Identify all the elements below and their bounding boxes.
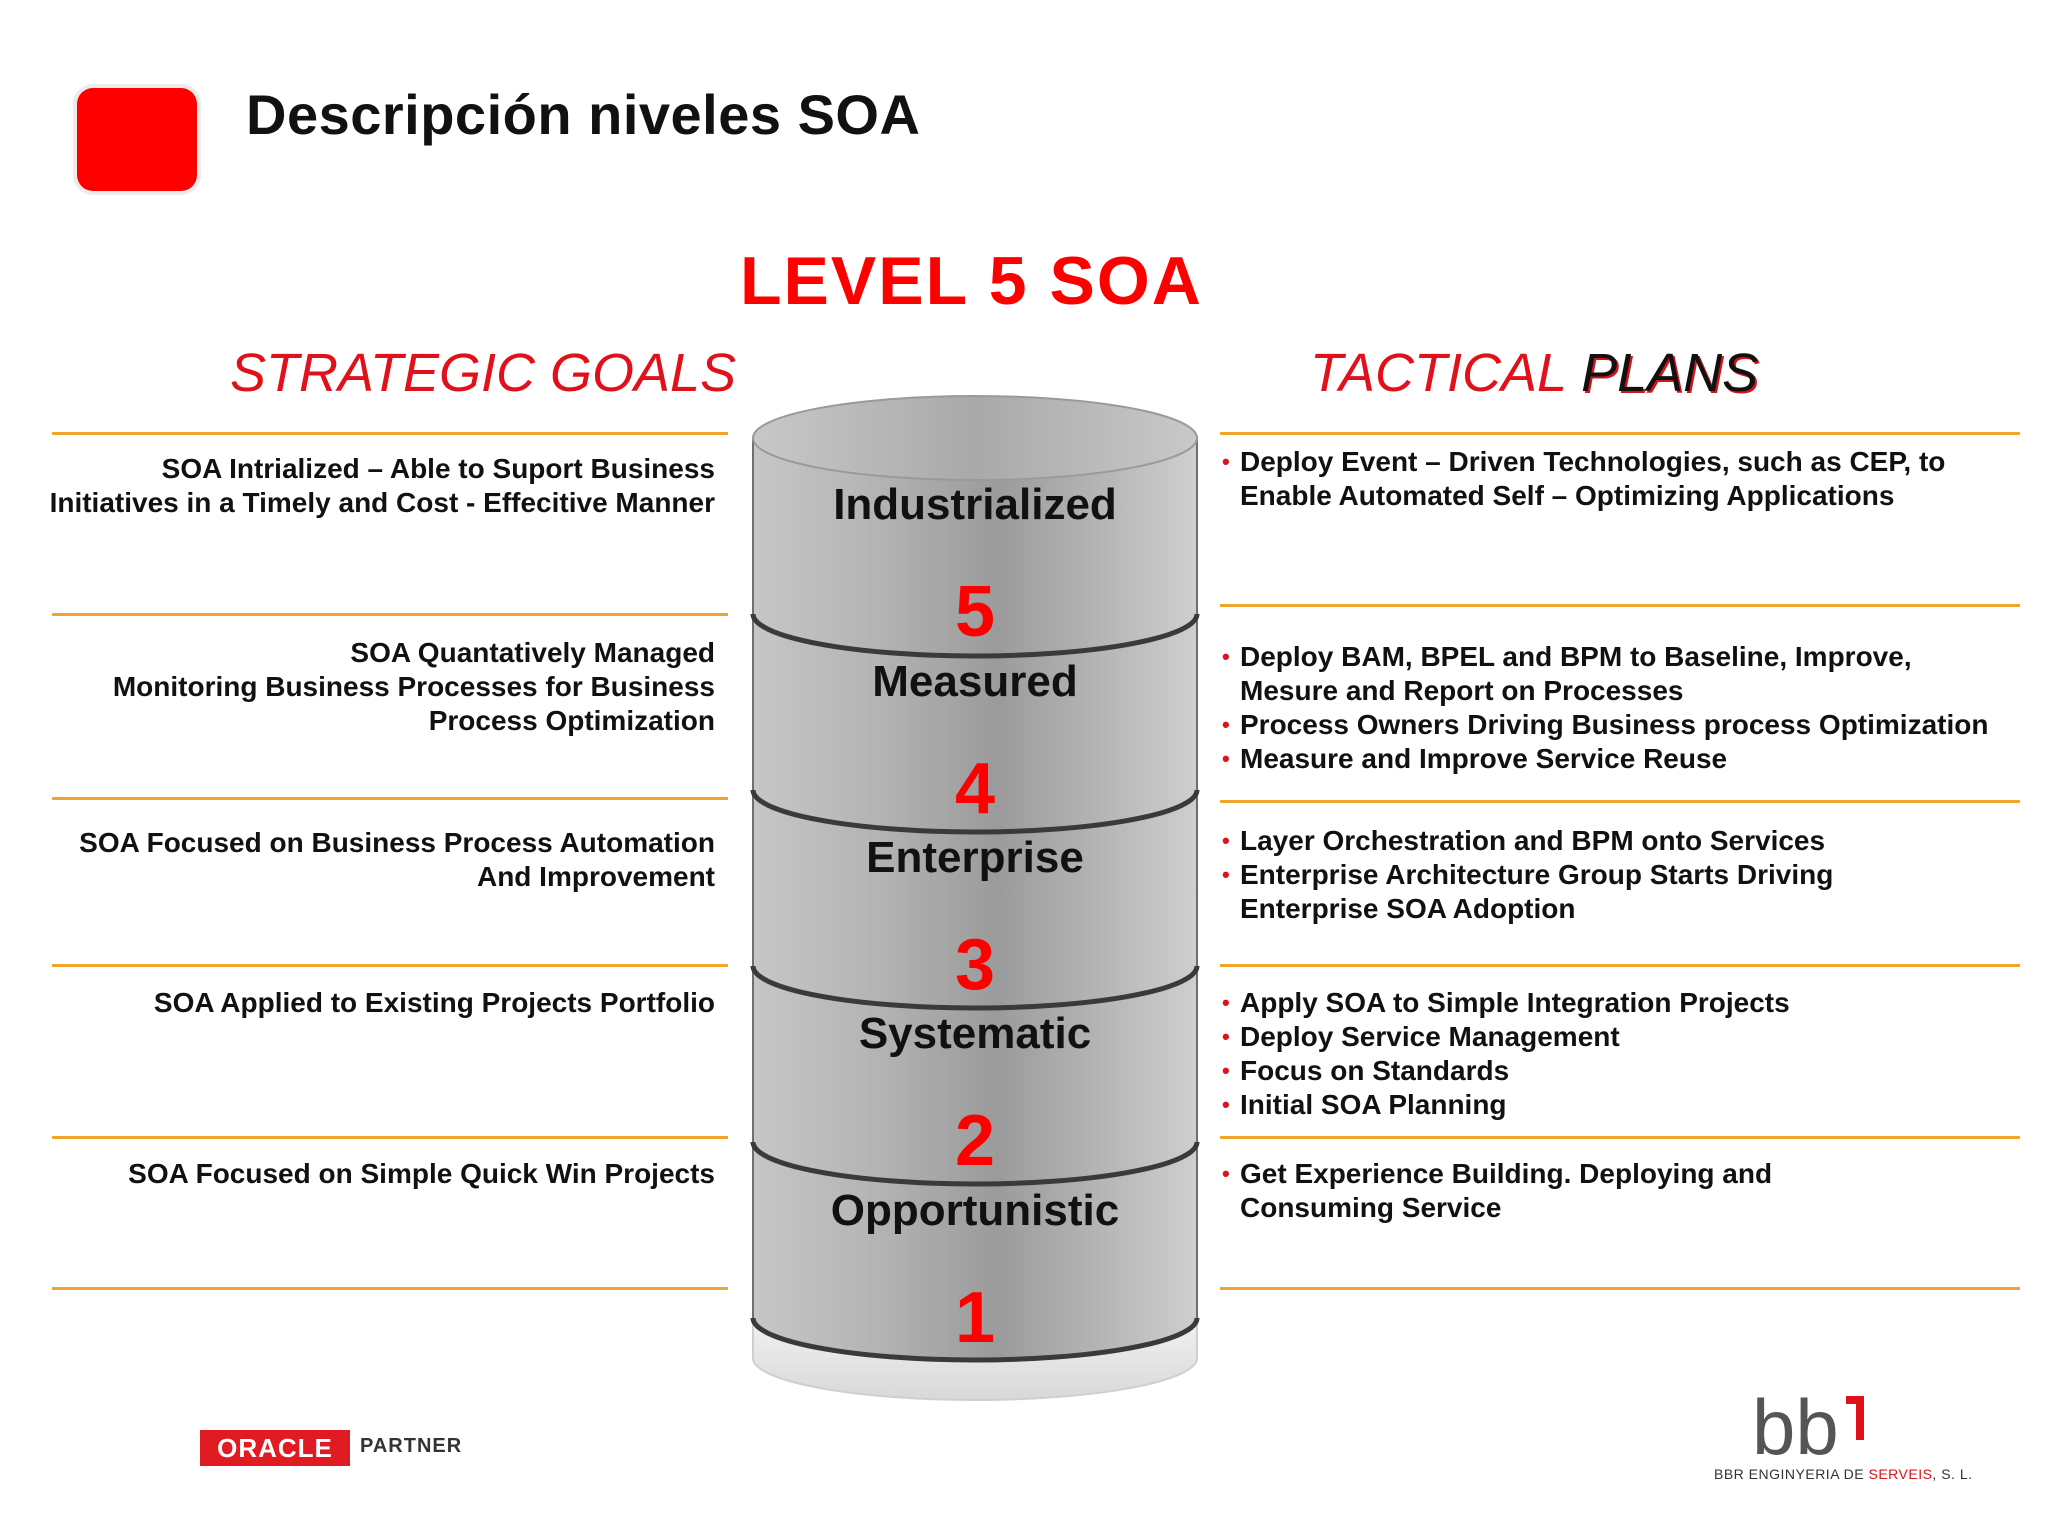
bullet-dot: •: [1222, 1024, 1230, 1049]
bullet-dot: •: [1222, 862, 1230, 887]
goals-divider-rule: [52, 1287, 728, 1290]
level-number-4: 4: [954, 749, 996, 829]
tactical-plans-heading-part2: PLANS: [1581, 343, 1759, 403]
tactical-plan-4: [1222, 640, 2022, 776]
level-number-2: 2: [954, 1101, 996, 1181]
tactical-plan-bullet: [1222, 824, 2022, 858]
tactical-plan-1: [1222, 1157, 2022, 1225]
tactical-plan-line: Initial SOA Planning: [1240, 1089, 1507, 1120]
strategic-goal-1: [30, 1157, 715, 1191]
level-name-1: Opportunistic: [830, 1186, 1120, 1235]
strategic-goal-line: SOA Focused on Simple Quick Win Projects: [128, 1158, 715, 1189]
diagram-title: LEVEL 5 SOA: [740, 243, 1203, 319]
level-name-4: Measured: [872, 657, 1078, 706]
tactical-plan-bullet: [1222, 1054, 2022, 1088]
tactical-plan-bullet: [1222, 1157, 2022, 1225]
bbr-company-name: [1714, 1466, 1973, 1482]
tactical-plan-line: Focus on Standards: [1240, 1055, 1510, 1086]
cylinder-top-cap: [753, 396, 1197, 480]
tactical-plans-heading-part1: TACTICAL: [1310, 343, 1582, 403]
strategic-goal-4: [30, 636, 715, 738]
bullet-dot: •: [1222, 746, 1230, 771]
tactical-plan-bullet: [1222, 708, 2022, 742]
tactical-plan-line: Enterprise SOA Adoption: [1240, 893, 1576, 924]
goals-divider-rule: [52, 797, 728, 800]
plans-divider-rule: [1220, 432, 2020, 435]
tactical-plan-text: [1240, 708, 1988, 742]
goals-divider-rule: [52, 964, 728, 967]
strategic-goal-3: [30, 826, 715, 894]
tactical-plan-line: Consuming Service: [1240, 1192, 1502, 1223]
tactical-plan-line: Deploy Service Management: [1240, 1021, 1620, 1052]
tactical-plan-line: Mesure and Report on Processes: [1240, 675, 1684, 706]
plans-divider-rule: [1220, 964, 2020, 967]
bbr-logo: [1752, 1392, 1902, 1464]
bbr-logo-flag: [1846, 1396, 1864, 1404]
tactical-plan-line: Process Owners Driving Business process Optimization: [1240, 709, 1989, 740]
bbr-logo-text: bb: [1752, 1392, 1839, 1464]
bullet-dot: •: [1222, 1092, 1230, 1117]
level-name-2: Systematic: [858, 1009, 1092, 1058]
bullet-dot: •: [1222, 1058, 1230, 1083]
tactical-plan-line: Get Experience Building. Deploying and: [1240, 1158, 1773, 1189]
goals-divider-rule: [52, 432, 728, 435]
tactical-plan-bullet: [1222, 1020, 2022, 1054]
goals-divider-rule: [52, 613, 728, 616]
strategic-goals-heading: STRATEGIC GOALS: [230, 343, 737, 403]
tactical-plan-3: [1222, 824, 2022, 926]
tactical-plan-text: [1240, 742, 1727, 776]
tactical-plan-text: [1240, 986, 1790, 1020]
tactical-plan-5: [1222, 445, 2022, 513]
strategic-goal-line: Monitoring Business Processes for Business: [112, 671, 715, 702]
bbr-name-part3: , S. L.: [1932, 1466, 1973, 1482]
tactical-plan-text: [1240, 1157, 1772, 1225]
strategic-goal-line: SOA Quantatively Managed: [350, 637, 715, 668]
tactical-plan-line: Measure and Improve Service Reuse: [1240, 743, 1728, 774]
oracle-logo: ORACLE: [200, 1430, 350, 1466]
strategic-goal-line: Initiatives in a Timely and Cost - Effecitive Manner: [49, 487, 715, 518]
bbr-name-part1: BBR ENGINYERIA DE: [1714, 1466, 1869, 1482]
strategic-goal-line: SOA Applied to Existing Projects Portfolio: [153, 987, 715, 1018]
tactical-plan-text: [1240, 640, 1912, 708]
tactical-plan-bullet: [1222, 1088, 2022, 1122]
tactical-plan-bullet: [1222, 640, 2022, 708]
tactical-plan-text: [1240, 824, 1825, 858]
plans-divider-rule: [1220, 1136, 2020, 1139]
strategic-goal-line: Process Optimization: [428, 705, 715, 736]
tactical-plan-2: [1222, 986, 2022, 1122]
strategic-goal-2: [30, 986, 715, 1020]
tactical-plan-text: [1240, 858, 1833, 926]
tactical-plan-bullet: [1222, 986, 2022, 1020]
tactical-plan-text: [1240, 1054, 1509, 1088]
bbr-name-part2: SERVEIS: [1868, 1466, 1933, 1482]
level-number-1: 1: [954, 1278, 996, 1358]
oracle-partner-label: PARTNER: [360, 1435, 463, 1457]
level-name-5: Industrialized: [833, 480, 1117, 529]
tactical-plan-line: Enterprise Architecture Group Starts Driving: [1240, 859, 1834, 890]
level-number-3: 3: [954, 925, 996, 1005]
page-title: Descripción niveles SOA: [246, 83, 921, 146]
level-number-5: 5: [954, 572, 996, 652]
bullet-dot: •: [1222, 712, 1230, 737]
tactical-plan-text: [1240, 1088, 1507, 1122]
level-name-3: Enterprise: [866, 833, 1084, 882]
tactical-plan-line: Enable Automated Self – Optimizing Applications: [1240, 480, 1895, 511]
tactical-plan-bullet: [1222, 742, 2022, 776]
tactical-plan-bullet: [1222, 445, 2022, 513]
bullet-dot: •: [1222, 990, 1230, 1015]
tactical-plan-line: Layer Orchestration and BPM onto Services: [1240, 825, 1826, 856]
strategic-goal-5: [30, 452, 715, 520]
bullet-dot: •: [1222, 1161, 1230, 1186]
tactical-plan-line: Deploy Event – Driven Technologies, such as CEP, to: [1240, 446, 1946, 477]
tactical-plan-line: Deploy BAM, BPEL and BPM to Baseline, Improve,: [1240, 641, 1912, 672]
plans-divider-rule: [1220, 800, 2020, 803]
tactical-plan-line: Apply SOA to Simple Integration Projects: [1240, 987, 1790, 1018]
strategic-goal-line: And Improvement: [476, 861, 715, 892]
tactical-plan-text: [1240, 1020, 1620, 1054]
tactical-plan-text: [1240, 445, 1945, 513]
bullet-dot: •: [1222, 828, 1230, 853]
strategic-goal-line: SOA Focused on Business Process Automation: [79, 827, 715, 858]
plans-divider-rule: [1220, 604, 2020, 607]
goals-divider-rule: [52, 1136, 728, 1139]
strategic-goal-line: SOA Intrialized – Able to Suport Business: [161, 453, 715, 484]
bullet-dot: •: [1222, 644, 1230, 669]
tactical-plan-bullet: [1222, 858, 2022, 926]
plans-divider-rule: [1220, 1287, 2020, 1290]
bullet-dot: •: [1222, 449, 1230, 474]
